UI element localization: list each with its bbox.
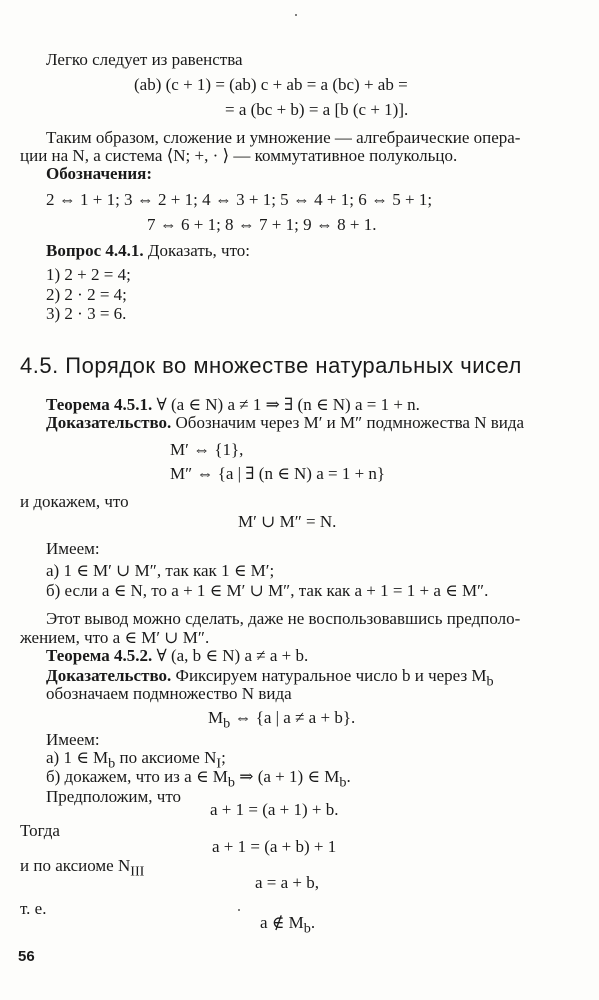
- page-number: 56: [18, 948, 35, 965]
- notation-label: Обозначения:: [46, 164, 153, 183]
- proof-2-text: Фиксируем натуральное число b и через M: [171, 666, 487, 685]
- proof-2-subscript: b: [486, 673, 494, 690]
- proof-1-label: Доказательство.: [46, 413, 172, 432]
- def-mb: [208, 708, 355, 733]
- conclusion-text: a ∉ M: [260, 913, 304, 932]
- theorem-2-label: Теорема 4.5.2.: [46, 646, 153, 665]
- question-heading: [46, 241, 250, 261]
- definitions-line-1: 2 ⇔ 1 + 1; 3 ⇔ 2 + 1; 4 ⇔ 3 + 1; 5 ⇔ 4 + 1; 6 ⇔ 5 + 1;: [46, 190, 433, 209]
- mb-definition: ⇔ {a | a ≠ a + b}.: [230, 708, 356, 727]
- suppose-line: Предположим, что: [46, 787, 182, 806]
- theorem-1-text: ∀ (a ∈ N) a ≠ 1 ⇒ ∃ (n ∈ N) a = 1 + n.: [152, 395, 420, 414]
- axiom-text: и по аксиоме N: [20, 856, 131, 875]
- item-b-2-text: б) докажем, что из a ∈ M: [46, 767, 228, 786]
- then-equation: a + 1 = (a + b) + 1: [212, 837, 337, 856]
- print-speck: [295, 14, 297, 16]
- theorem-2-text: ∀ (a, b ∈ N) a ≠ a + b.: [152, 646, 309, 665]
- equation-line-1: (ab) (c + 1) = (ab) c + ab = a (bc) + ab =: [134, 75, 408, 94]
- proof-2-line-2: обозначаем подмножество N вида: [46, 684, 292, 703]
- proof-1-text: Обозначим через M′ и M″ подмножества N вида: [171, 413, 525, 432]
- paragraph-1-line-2: ции на N, а система ⟨N; +, · ⟩ — коммутативное полукольцо.: [20, 146, 458, 165]
- mb-symbol: M: [208, 708, 224, 727]
- item-b-1: б) если a ∈ N, то a + 1 ∈ M′ ∪ M″, так как a + 1 = 1 + a ∈ M″.: [46, 581, 489, 600]
- conclusion-end: .: [310, 913, 316, 932]
- item-a-1: а) 1 ∈ M′ ∪ M″, так как 1 ∈ M′;: [46, 561, 275, 580]
- intro-line: Легко следует из равенства: [46, 50, 243, 69]
- suppose-equation: a + 1 = (a + 1) + b.: [210, 800, 339, 819]
- theorem-2: [46, 646, 308, 666]
- paragraph-1-line-1: Таким образом, сложение и умножение — алгебраические опера-: [46, 128, 521, 147]
- and-prove-line: и докажем, что: [20, 492, 129, 511]
- theorem-1-label: Теорема 4.5.1.: [46, 395, 153, 414]
- equation-line-2: = a (bc + b) = a [b (c + 1)].: [225, 100, 409, 119]
- conclusion-subscript: b: [303, 920, 311, 937]
- have-label-2: Имеем:: [46, 730, 100, 749]
- item-b-2-subscript: b: [227, 774, 235, 791]
- union-equation: M′ ∪ M″ = N.: [238, 512, 337, 531]
- section-heading: 4.5. Порядок во множестве натуральных чисел: [20, 353, 522, 378]
- axiom-subscript: III: [130, 863, 145, 880]
- proof-2-label: Доказательство.: [46, 666, 172, 685]
- ie-line: т. е.: [20, 899, 47, 918]
- have-label-1: Имеем:: [46, 539, 100, 558]
- def-m-prime: M′ ⇔ {1},: [170, 440, 244, 459]
- question-label: Вопрос 4.4.1.: [46, 241, 144, 260]
- paragraph-2-line-2: жением, что a ∈ M′ ∪ M″.: [20, 628, 210, 647]
- proof-1-line: [46, 413, 524, 433]
- item-a-2-text: а) 1 ∈ M: [46, 748, 109, 767]
- question-item-2: 2) 2 · 2 = 4;: [46, 285, 127, 304]
- print-speck: [238, 909, 240, 911]
- item-b-2-mid: ⇒ (a + 1) ∈ M: [234, 767, 340, 786]
- mb-subscript: b: [223, 715, 231, 732]
- item-a-2-axiom: по аксиоме N: [115, 748, 217, 767]
- question-item-3: 3) 2 · 3 = 6.: [46, 304, 127, 323]
- def-m-double-prime: M″ ⇔ {a | ∃ (n ∈ N) a = 1 + n}: [170, 464, 386, 483]
- then-line: Тогда: [20, 821, 60, 840]
- theorem-1: [46, 395, 420, 415]
- conclusion: [260, 913, 315, 938]
- item-a-2-axiom-subscript: I: [216, 755, 222, 772]
- definitions-line-2: 7 ⇔ 6 + 1; 8 ⇔ 7 + 1; 9 ⇔ 8 + 1.: [147, 215, 377, 234]
- result-equation: a = a + b,: [255, 873, 320, 892]
- item-b-2-subscript-2: b: [339, 774, 347, 791]
- paragraph-2-line-1: Этот вывод можно сделать, даже не воспользовавшись предполо-: [46, 609, 521, 628]
- item-a-2-subscript: b: [108, 755, 116, 772]
- question-text: Доказать, что:: [143, 241, 251, 260]
- axiom-line: [20, 856, 144, 881]
- item-a-2-end: ;: [221, 748, 226, 767]
- question-item-1: 1) 2 + 2 = 4;: [46, 265, 131, 284]
- item-b-2-end: .: [346, 767, 351, 786]
